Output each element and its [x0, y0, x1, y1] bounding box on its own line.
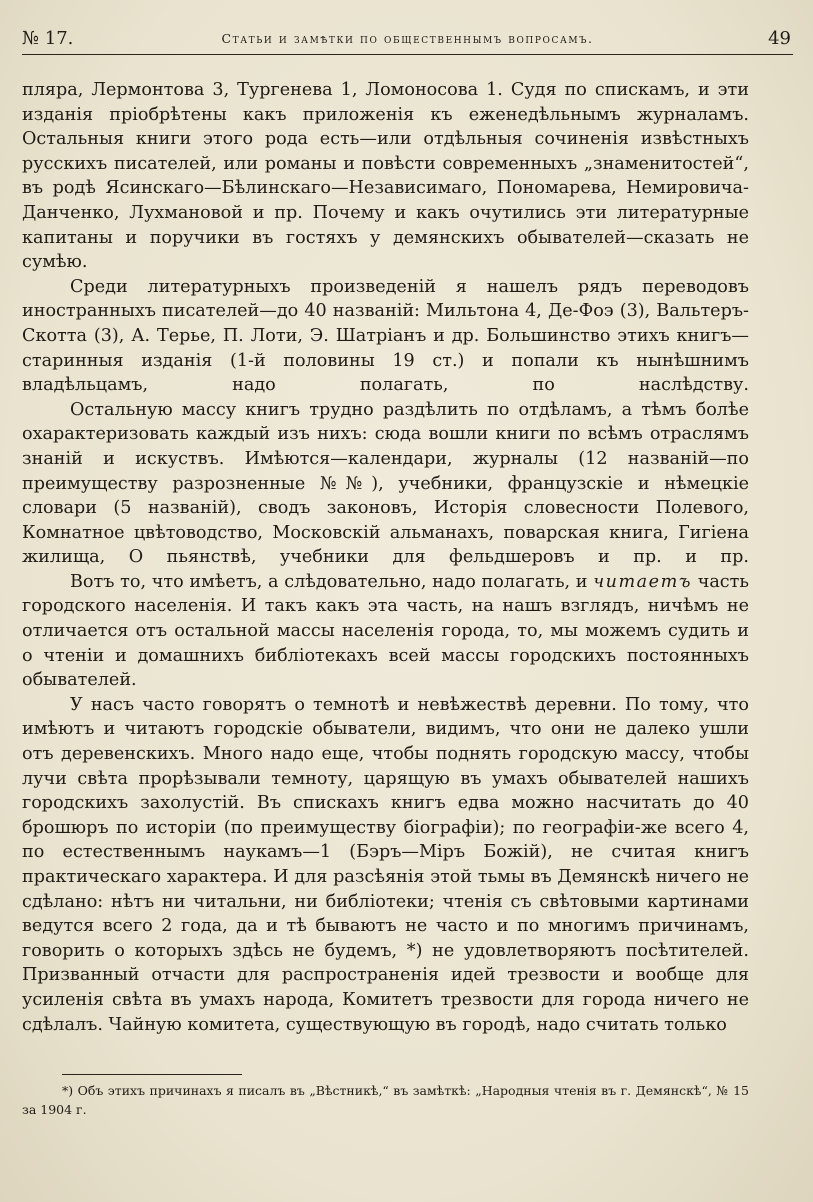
issue-number: № 17. — [22, 28, 74, 49]
footnote-text: *) Объ этихъ причинахъ я писалъ въ „Вѣстникѣ,“ въ замѣткѣ: „Народныя чтенія въ г. Демянскѣ“, № 15 за 1904 г. — [22, 1083, 749, 1117]
paragraph-text: Вотъ то, что имѣетъ, а слѣдовательно, надо полагать, и — [70, 571, 594, 592]
running-head — [22, 26, 793, 55]
paragraph-remaining-books: Остальную массу книгъ трудно раздѣлить по отдѣламъ, а тѣмъ болѣе охарактеризовать каждый изъ нихъ: сюда вошли книги по всѣмъ отраслямъ знаній и искуствъ. Имѣются—календари, журналы (12 названій—по преимуществу разрозненные №№), учебники, французскіе и нѣмецкіе словари (5 названій), сводъ законовъ, Исторія словесности Полевого, Комнатное цвѣтоводство, Московскій альманахъ, поварская книга, Гигіена жилища, О пьянствѣ, учебники для фельдшеровъ и пр. и пр. — [22, 399, 749, 568]
section-title: Статьи и замѣтки по общественнымъ вопросамъ. — [221, 31, 594, 46]
footnote-divider — [62, 1074, 242, 1075]
paragraph-foreign-translations: Среди литературныхъ произведеній я нашелъ рядъ переводовъ иностранныхъ писателей—до 40 названій: Мильтона 4, Де-Фоэ (3), Вальтеръ-Скотта (3), А. Терье, П. Лоти, Э. Шатріанъ и др. Большинство этихъ книгъ—старинныя изданія (1-й половины 19 ст.) и попали къ нынѣшнимъ владѣльцамъ, надо полагать, по наслѣдству. — [22, 276, 749, 396]
paragraph-text: часть городского населенія. И такъ какъ эта часть, на нашъ взглядъ, ничѣмъ не отличается отъ остальной массы населенія города, то, мы можемъ судить и о чтеніи и домашнихъ библіотекахъ всей массы городскихъ постоянныхъ обывателей. — [22, 571, 749, 691]
footnote — [22, 1081, 749, 1119]
paragraph-continued: пляра, Лермонтова 3, Тургенева 1, Ломоносова 1. Судя по спискамъ, и эти изданія пріобрѣтены какъ приложенія къ еженедѣльнымъ журналамъ. Остальныя книги этого рода есть—или отдѣльныя сочиненія извѣстныхъ русскихъ писателей, или романы и повѣсти современныхъ „знаменитостей“, въ родѣ Ясинскаго—Бѣлинскаго—Независимаго, Пономарева, Немировича-Данченко, Лухмановой и пр. Почему и какъ очутились эти литературные капитаны и поручики въ гостяхъ у демянскихъ обывателей—сказать не сумѣю. — [22, 80, 749, 273]
paragraph-darkness: У насъ часто говорятъ о темнотѣ и невѣжествѣ деревни. По тому, что имѣютъ и читаютъ городскіе обыватели, видимъ, что они не далеко ушли отъ деревенскихъ. Много надо еще, чтобы поднять городскую массу, чтобы лучи свѣта прорѣзывали темноту, царящую въ умахъ обывателей нашихъ городскихъ захолустій. Въ спискахъ книгъ едва можно насчитать до 40 брошюръ по исторіи (по преимуществу біографіи); по географіи-же всего 4, по естественнымъ наукамъ—1 (Бэръ—Міръ Божій), не считая книгъ практическаго характера. И для разсѣянія этой тьмы въ Демянскѣ ничего не сдѣлано: нѣтъ ни читальни, ни библіотеки; чтенія съ свѣтовыми картинами ведутся всего 2 года, да и тѣ бываютъ не часто и по многимъ причинамъ, говорить о которыхъ здѣсь не будемъ, *) не удовлетворяютъ посѣтителей. Призванный отчасти для распространенія идей трезвости и вообще для усиленія свѣта въ умахъ народа, Комитетъ трезвости для города ничего не сдѣлалъ. Чайную комитета, существующую въ городѣ, надо считать только — [22, 694, 749, 1035]
body-text — [22, 78, 749, 1037]
page-number: 49 — [768, 28, 791, 49]
paragraph-town-reading — [22, 570, 749, 693]
emphasized-word: читаетъ — [593, 571, 692, 592]
